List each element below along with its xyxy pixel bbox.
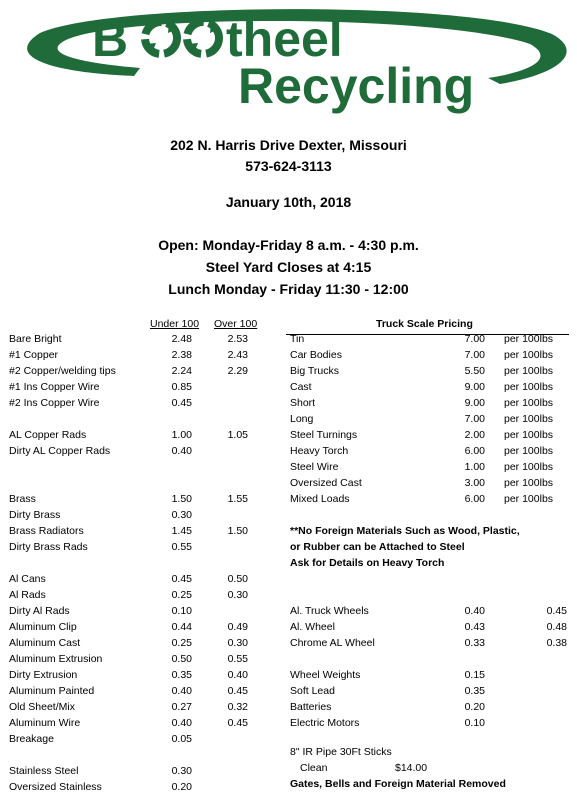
- item-name: Old Sheet/Mix: [9, 701, 75, 713]
- truck-item-unit: per 100lbs: [504, 477, 554, 489]
- price-under-100: 0.50: [171, 653, 192, 665]
- truck-item-price: 1.00: [464, 461, 485, 473]
- lunch-hours: Lunch Monday - Friday 11:30 - 12:00: [168, 281, 409, 297]
- truck-item-unit: per 100lbs: [504, 397, 554, 409]
- item-name: Bare Bright: [9, 333, 62, 345]
- misc-price: 0.35: [464, 685, 485, 697]
- price-under-100: 0.45: [171, 573, 192, 585]
- truck-item-name: Oversized Cast: [290, 477, 362, 489]
- item-name: Dirty Al Rads: [9, 605, 70, 617]
- truck-item-unit: per 100lbs: [504, 445, 554, 457]
- price-under-100: 0.27: [171, 701, 192, 713]
- steel-yard-hours: Steel Yard Closes at 4:15: [205, 259, 372, 275]
- item-name: Breakage: [9, 733, 54, 745]
- price-under-100: 0.40: [171, 445, 192, 457]
- price-under-100: 2.48: [171, 333, 192, 345]
- item-name: #1 Ins Copper Wire: [9, 381, 100, 393]
- price-under-100: 0.85: [171, 381, 192, 393]
- price-under-100: 0.30: [171, 765, 192, 777]
- truck-item-price: 9.00: [464, 397, 485, 409]
- price-over-100: 0.30: [227, 589, 248, 601]
- pipe-sub: Clean: [300, 762, 328, 774]
- truck-item-unit: per 100lbs: [504, 413, 554, 425]
- truck-item-name: Cast: [290, 381, 312, 393]
- item-name: Aluminum Extrusion: [9, 653, 103, 665]
- price-over-100: 0.55: [227, 653, 248, 665]
- truck-item-price: 6.00: [464, 493, 485, 505]
- item-name: Aluminum Wire: [9, 717, 81, 729]
- footer-note: Gates, Bells and Foreign Material Removed: [290, 778, 506, 790]
- item-name: Dirty Extrusion: [9, 669, 78, 681]
- misc-name: Wheel Weights: [290, 669, 361, 681]
- price-over-100: 1.55: [227, 493, 248, 505]
- price-under-100: 0.40: [171, 685, 192, 697]
- price-over-100: 0.40: [227, 669, 248, 681]
- item-name: #2 Copper/welding tips: [9, 365, 116, 377]
- price-under-100: 1.50: [171, 493, 192, 505]
- truck-item-price: 3.00: [464, 477, 485, 489]
- pipe-label: 8" IR Pipe 30Ft Sticks: [290, 746, 392, 758]
- wheel-price-1: 0.43: [464, 621, 485, 633]
- price-under-100: 0.55: [171, 541, 192, 553]
- truck-item-name: Car Bodies: [290, 349, 342, 361]
- price-under-100: 0.35: [171, 669, 192, 681]
- wheel-price-2: 0.48: [546, 621, 567, 633]
- price-over-100: 1.50: [227, 525, 248, 537]
- truck-item-unit: per 100lbs: [504, 365, 554, 377]
- price-over-100: 0.45: [227, 685, 248, 697]
- recycle-icon: [187, 22, 219, 54]
- truck-item-name: Mixed Loads: [290, 493, 350, 505]
- truck-item-name: Heavy Torch: [290, 445, 349, 457]
- truck-item-unit: per 100lbs: [504, 333, 554, 345]
- under-100-header: Under 100: [150, 318, 200, 330]
- price-under-100: 0.44: [171, 621, 192, 633]
- company-logo: [0, 0, 577, 120]
- price-under-100: 0.40: [171, 717, 192, 729]
- item-name: Oversized Stainless: [9, 781, 102, 793]
- price-under-100: 0.45: [171, 397, 192, 409]
- price-over-100: 0.50: [227, 573, 248, 585]
- price-under-100: 0.25: [171, 589, 192, 601]
- brand-line2: Recycling: [238, 58, 475, 114]
- truck-scale-title: Truck Scale Pricing: [376, 318, 473, 330]
- price-under-100: 1.00: [171, 429, 192, 441]
- truck-item-price: 5.50: [464, 365, 485, 377]
- phone: 573-624-3113: [245, 158, 332, 174]
- price-under-100: 1.45: [171, 525, 192, 537]
- truck-item-price: 7.00: [464, 333, 485, 345]
- truck-item-name: Steel Wire: [290, 461, 339, 473]
- over-100-header: Over 100: [214, 318, 258, 330]
- truck-item-unit: per 100lbs: [504, 493, 554, 505]
- misc-name: Batteries: [290, 701, 332, 713]
- wheel-name: Al. Truck Wheels: [290, 605, 369, 617]
- truck-item-name: Long: [290, 413, 314, 425]
- misc-name: Soft Lead: [290, 685, 335, 697]
- misc-price: 0.10: [464, 717, 485, 729]
- pipe-price: $14.00: [395, 762, 428, 774]
- price-under-100: 0.20: [171, 781, 192, 793]
- item-name: AL Copper Rads: [9, 429, 87, 441]
- price-under-100: 0.30: [171, 509, 192, 521]
- truck-item-name: Big Trucks: [290, 365, 340, 377]
- item-name: Brass: [9, 493, 36, 505]
- brand-letter-b: B: [92, 11, 129, 67]
- steel-note: or Rubber can be Attached to Steel: [290, 541, 465, 553]
- brand-line1-rest: theel: [226, 11, 343, 67]
- business-hours: Open: Monday-Friday 8 a.m. - 4:30 p.m.: [158, 237, 419, 253]
- price-under-100: 0.10: [171, 605, 192, 617]
- date: January 10th, 2018: [225, 194, 352, 210]
- truck-item-name: Short: [290, 397, 316, 409]
- wheel-price-2: 0.45: [546, 605, 567, 617]
- truck-item-unit: per 100lbs: [504, 429, 554, 441]
- price-over-100: 2.43: [227, 349, 248, 361]
- item-name: Aluminum Cast: [9, 637, 81, 649]
- item-name: Aluminum Painted: [9, 685, 95, 697]
- misc-price: 0.20: [464, 701, 485, 713]
- truck-item-unit: per 100lbs: [504, 461, 554, 473]
- price-over-100: 2.29: [227, 365, 248, 377]
- item-name: Dirty Brass: [9, 509, 61, 521]
- wheel-name: Chrome AL Wheel: [290, 637, 375, 649]
- misc-name: Electric Motors: [290, 717, 360, 729]
- price-over-100: 0.32: [227, 701, 248, 713]
- item-name: Al Rads: [9, 589, 46, 601]
- price-over-100: 1.05: [227, 429, 248, 441]
- item-name: Dirty AL Copper Rads: [9, 445, 111, 457]
- item-name: Brass Radiators: [9, 525, 84, 537]
- price-over-100: 2.53: [227, 333, 248, 345]
- price-under-100: 0.25: [171, 637, 192, 649]
- steel-note: Ask for Details on Heavy Torch: [290, 557, 445, 569]
- price-under-100: 0.05: [171, 733, 192, 745]
- truck-item-price: 2.00: [464, 429, 485, 441]
- item-name: Stainless Steel: [9, 765, 79, 777]
- price-under-100: 2.38: [171, 349, 192, 361]
- price-over-100: 0.49: [227, 621, 248, 633]
- truck-item-unit: per 100lbs: [504, 349, 554, 361]
- item-name: Al Cans: [9, 573, 46, 585]
- truck-item-price: 6.00: [464, 445, 485, 457]
- wheel-price-1: 0.33: [464, 637, 485, 649]
- price-over-100: 0.30: [227, 637, 248, 649]
- truck-item-price: 7.00: [464, 413, 485, 425]
- wheel-price-2: 0.38: [546, 637, 567, 649]
- wheel-price-1: 0.40: [464, 605, 485, 617]
- wheel-name: Al. Wheel: [290, 621, 335, 633]
- truck-item-name: Tin: [290, 333, 305, 345]
- misc-price: 0.15: [464, 669, 485, 681]
- item-name: #2 Ins Copper Wire: [9, 397, 100, 409]
- truck-item-name: Steel Turnings: [290, 429, 358, 441]
- item-name: #1 Copper: [9, 349, 59, 361]
- truck-item-price: 7.00: [464, 349, 485, 361]
- item-name: Dirty Brass Rads: [9, 541, 88, 553]
- address: 202 N. Harris Drive Dexter, Missouri: [170, 137, 407, 153]
- item-name: Aluminum Clip: [9, 621, 77, 633]
- recycle-icon: [145, 22, 177, 54]
- price-under-100: 2.24: [171, 365, 192, 377]
- truck-item-unit: per 100lbs: [504, 381, 554, 393]
- truck-item-price: 9.00: [464, 381, 485, 393]
- price-over-100: 0.45: [227, 717, 248, 729]
- steel-note: **No Foreign Materials Such as Wood, Plastic,: [290, 525, 520, 537]
